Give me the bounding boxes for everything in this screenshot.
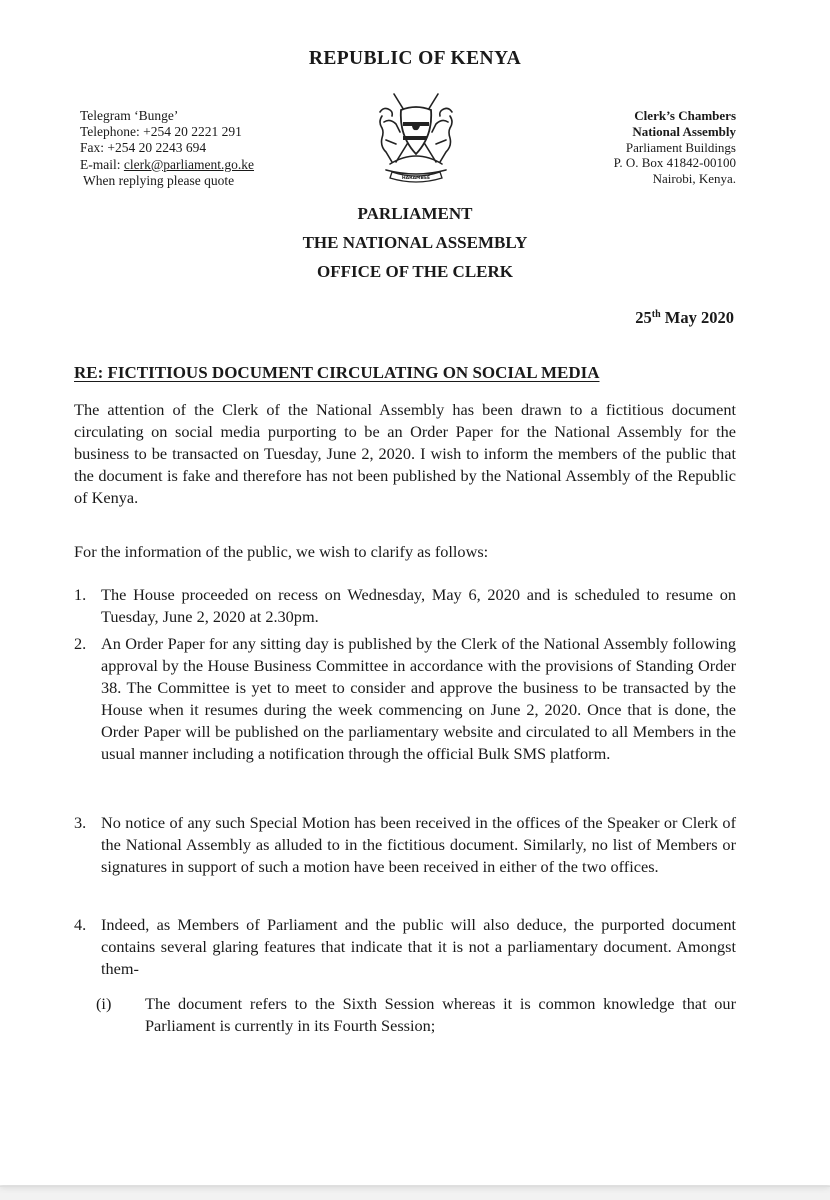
reply-note: When replying please quote	[83, 172, 235, 188]
svg-text:HARAMBEE: HARAMBEE	[401, 176, 431, 181]
po-box-line: P. O. Box 41842-00100	[613, 155, 736, 171]
date-suffix: th	[651, 309, 661, 320]
office-line-parliament: PARLIAMENT	[357, 204, 473, 223]
parliament-buildings-line: Parliament Buildings	[625, 139, 736, 155]
fax-line: Fax: +254 20 2243 694	[80, 140, 207, 156]
contact-details-left	[80, 108, 254, 189]
list-item-number: 3.	[74, 813, 87, 832]
list-item	[74, 812, 736, 878]
subject-line: RE: FICTITIOUS DOCUMENT CIRCULATING ON SOCIAL MEDIA	[74, 363, 600, 382]
clarify-paragraph: For the information of the public, we wish to clarify as follows:	[74, 542, 489, 561]
city-line: Nairobi, Kenya.	[652, 171, 736, 187]
sub-list-item-text: The document refers to the Sixth Session whereas it is common knowledge that our Parliament is currently in its Fourth Session;	[145, 994, 736, 1035]
country-heading: REPUBLIC OF KENYA	[308, 48, 522, 69]
list-item-number: 1.	[74, 585, 87, 604]
list-item-number: 4.	[74, 915, 87, 934]
telegram-line: Telegram ‘Bunge’	[80, 108, 179, 123]
list-item	[74, 914, 736, 980]
email-label: E-mail:	[80, 156, 124, 172]
list-item	[74, 633, 736, 765]
list-item-text: The House proceeded on recess on Wednesday, May 6, 2020 and is scheduled to resume on Tuesday, June 2, 2020 at 2.30pm.	[101, 585, 736, 626]
list-item-text: An Order Paper for any sitting day is published by the Clerk of the National Assembly following approval by the House Business Committee in accordance with the provisions of Standing Order 38. The Committee is yet to meet to consider and approve the business to be transacted by the House when it resumes during the week commencing on June 2, 2020. Once that is done, the Order Paper will be published on the parliamentary website and circulated to all Members in the usual manner including a notification through the official Bulk SMS platform.	[101, 634, 736, 763]
clerks-chambers-line: Clerk’s Chambers	[634, 108, 736, 123]
letter-date	[635, 308, 734, 328]
office-line-national-assembly: THE NATIONAL ASSEMBLY	[302, 233, 528, 252]
sub-list-item	[96, 993, 736, 1037]
contact-details-right	[614, 108, 736, 187]
intro-paragraph: The attention of the Clerk of the National Assembly has been drawn to a fictitious document circulating on social media purporting to be an Order Paper for the National Assembly for the business to be transacted on Tuesday, June 2, 2020. I wish to inform the members of the public that the document is fake and therefore has not been published by the National Assembly of the Republic of Kenya.	[74, 400, 736, 507]
telephone-line: Telephone: +254 20 2221 291	[80, 124, 242, 140]
email-line	[80, 157, 254, 173]
date-day: 25	[635, 308, 652, 327]
email-link[interactable]: clerk@parliament.go.ke	[123, 156, 255, 172]
page-edge-divider	[0, 1186, 830, 1187]
office-heading	[0, 199, 830, 286]
list-item-number: 2.	[74, 634, 87, 653]
list-item	[74, 584, 736, 628]
list-item-text: No notice of any such Special Motion has been received in the offices of the Speaker or Clerk of the National Assembly as alluded to in the fictitious document. Similarly, no list of Members or signatures in support of such a motion have been received in either of the two offices.	[101, 813, 736, 876]
national-assembly-line: National Assembly	[632, 123, 736, 139]
date-rest: May 2020	[660, 308, 734, 327]
sub-list-item-number: (i)	[96, 994, 112, 1013]
office-line-clerk: OFFICE OF THE CLERK	[317, 262, 513, 281]
kenya-coat-of-arms-icon	[368, 82, 464, 186]
list-item-text: Indeed, as Members of Parliament and the public will also deduce, the purported document contains several glaring features that indicate that it is not a parliamentary document. Amongst them-	[101, 915, 736, 978]
